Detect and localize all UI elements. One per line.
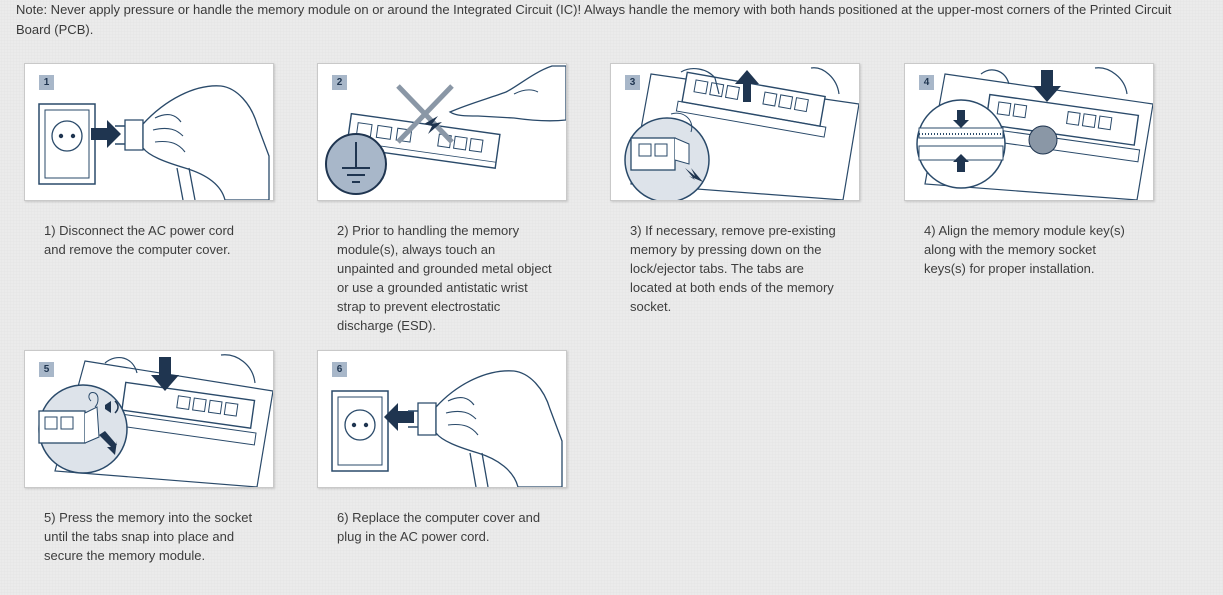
- align-memory-key-illustration: [905, 64, 1153, 200]
- step-1-panel: [24, 63, 274, 201]
- step-1: [24, 63, 276, 259]
- esd-note: Note: Never apply pressure or handle the memory module on or around the Integrated Circuit (IC)! Always handle the memory with both hands positioned at the upper-most corners of the Printed Circuit Board (PCB).: [16, 2, 1172, 37]
- step-6-panel: [317, 350, 567, 488]
- step-2-panel: [317, 63, 567, 201]
- step-caption: 2) Prior to handling the memory module(s), always touch an unpainted and grounded metal object or use a grounded antistatic wrist strap to prevent electrostatic discharge (ESD).: [337, 223, 552, 333]
- step-5: [24, 350, 276, 565]
- step-badge: 2: [332, 75, 347, 90]
- step-badge: 3: [625, 75, 640, 90]
- step-6: [317, 350, 569, 546]
- remove-memory-illustration: [611, 64, 859, 200]
- step-3: [610, 63, 862, 316]
- plug-power-cord-illustration: [318, 351, 566, 487]
- step-caption: 3) If necessary, remove pre-existing memory by pressing down on the lock/ejector tabs. The tabs are located at both ends of the memory socket.: [630, 223, 836, 314]
- step-4-panel: [904, 63, 1154, 201]
- step-badge: 1: [39, 75, 54, 90]
- step-2: [317, 63, 569, 335]
- step-5-panel: [24, 350, 274, 488]
- unplug-power-cord-illustration: [25, 64, 273, 200]
- press-memory-illustration: [25, 351, 273, 487]
- step-badge: 5: [39, 362, 54, 377]
- step-caption: 4) Align the memory module key(s) along with the memory socket keys(s) for proper installation.: [924, 223, 1125, 276]
- step-badge: 4: [919, 75, 934, 90]
- step-caption: 5) Press the memory into the socket until the tabs snap into place and secure the memory module.: [44, 510, 253, 563]
- step-caption: 6) Replace the computer cover and plug in the AC power cord.: [337, 510, 541, 544]
- ground-touch-illustration: [318, 64, 566, 200]
- step-3-panel: [610, 63, 860, 201]
- step-4: [904, 63, 1156, 278]
- step-caption: 1) Disconnect the AC power cord and remove the computer cover.: [44, 223, 235, 257]
- step-badge: 6: [332, 362, 347, 377]
